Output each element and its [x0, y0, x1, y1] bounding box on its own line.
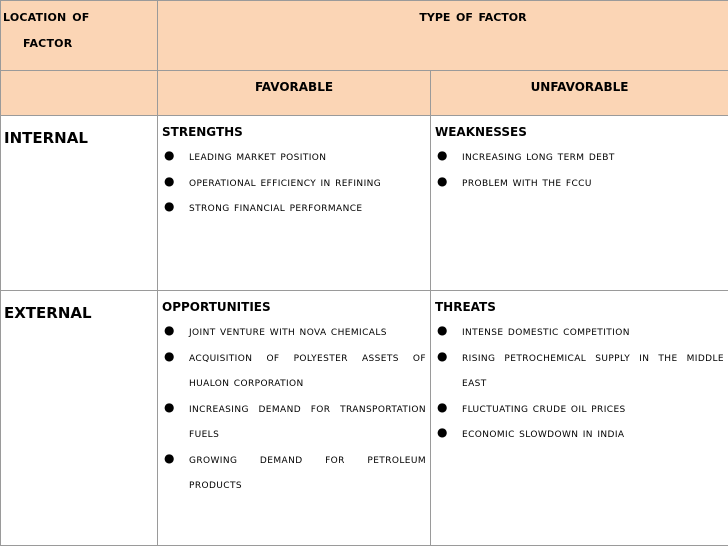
bullet-dot-icon: ● — [437, 323, 448, 337]
bullet-dot-icon: ● — [164, 450, 175, 465]
location-header-line1: location of — [3, 6, 90, 25]
list-item: ● economic slowdown in india — [435, 420, 724, 446]
list-item: ● acquisition of polyester assets of hualon corporation — [162, 344, 426, 395]
bullet-dot-icon: ● — [437, 148, 448, 162]
list-item: ● operational efficiency in refining — [162, 169, 426, 195]
threats-cell — [431, 291, 728, 546]
list-item: ● problem with the fccu — [435, 169, 724, 195]
external-row-label: external — [1, 291, 158, 546]
strengths-cell — [158, 116, 431, 291]
bullet-dot-icon: ● — [164, 173, 175, 188]
internal-row-label: internal — [1, 116, 158, 291]
bullet-dot-icon: ● — [164, 323, 175, 337]
opportunities-list — [162, 318, 426, 497]
opportunities-title: opportunities — [162, 296, 271, 316]
list-item: ● joint venture with nova chemicals — [162, 318, 426, 344]
bullet-dot-icon: ● — [437, 348, 448, 363]
list-item: ● intense domestic competition — [435, 318, 724, 344]
strengths-list — [162, 143, 426, 220]
list-item: ● leading market position — [162, 143, 426, 169]
weaknesses-list — [435, 143, 724, 194]
bullet-dot-icon: ● — [437, 399, 448, 414]
unfavorable-header: unfavorable — [431, 71, 728, 116]
location-header-line2: factor — [23, 32, 73, 51]
bullet-dot-icon: ● — [437, 425, 448, 439]
list-item: ● growing demand for petroleum products — [162, 446, 426, 497]
bullet-dot-icon: ● — [164, 199, 175, 213]
bullet-dot-icon: ● — [164, 348, 175, 363]
list-item: ● fluctuating crude oil prices — [435, 395, 724, 421]
opportunities-cell — [158, 291, 431, 546]
list-item: ● increasing long term debt — [435, 143, 724, 169]
bullet-dot-icon: ● — [164, 399, 175, 414]
location-of-factor-header — [1, 1, 158, 71]
type-of-factor-header: type of factor — [158, 1, 728, 71]
list-item: ● increasing demand for transportation fuels — [162, 395, 426, 446]
threats-title: threats — [435, 296, 496, 316]
list-item: ● strong financial performance — [162, 194, 426, 220]
weaknesses-cell — [431, 116, 728, 291]
threats-list — [435, 318, 724, 446]
strengths-title: strengths — [162, 121, 243, 141]
bullet-dot-icon: ● — [437, 173, 448, 188]
list-item: ● rising petrochemical supply in the middle east — [435, 344, 724, 395]
bullet-dot-icon: ● — [164, 148, 175, 162]
favorable-header: favorable — [158, 71, 431, 116]
weaknesses-title: weaknesses — [435, 121, 527, 141]
blank-header-cell — [1, 71, 158, 116]
